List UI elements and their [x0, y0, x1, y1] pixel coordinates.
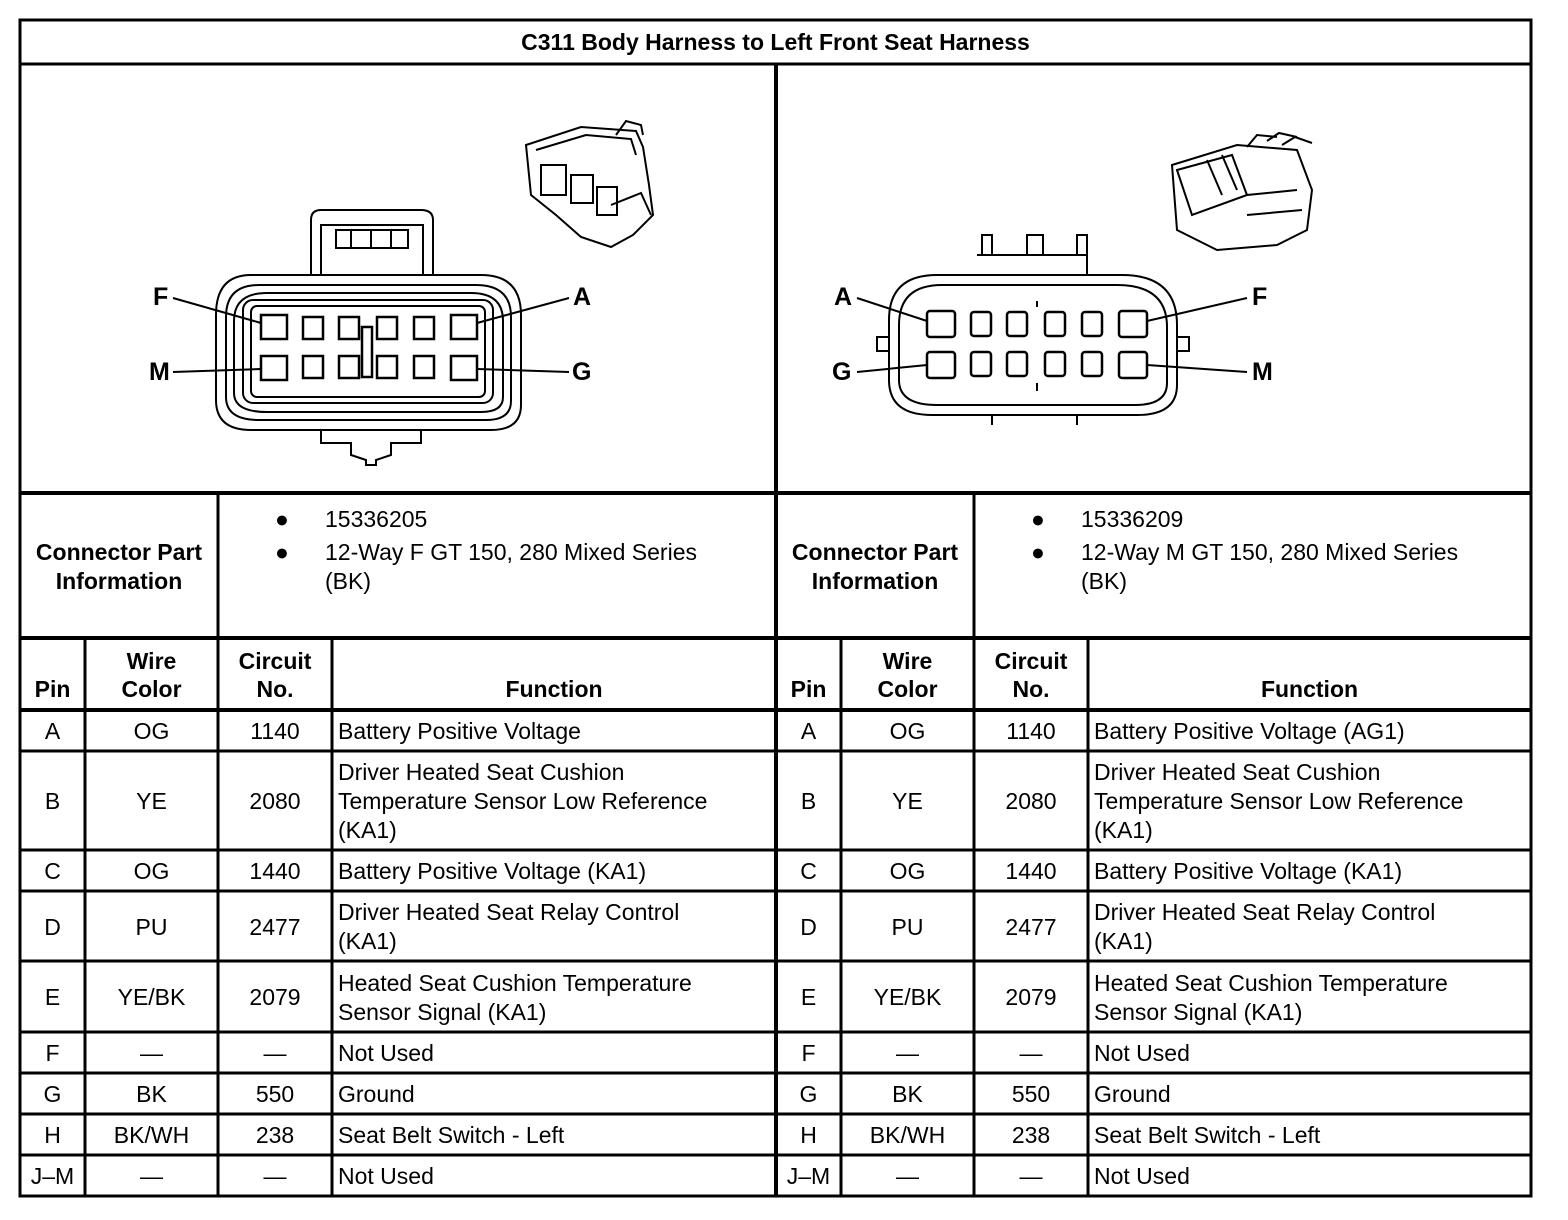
- wire-color-cell: BK/WH: [113, 1122, 190, 1148]
- wire-color-cell: —: [140, 1163, 163, 1189]
- function-cell-line: Heated Seat Cushion Temperature: [1094, 970, 1448, 996]
- pin-cell: D: [800, 914, 817, 940]
- pin-cell: B: [44, 788, 61, 814]
- connector-info-label-line2: Information: [55, 568, 183, 594]
- pin-cell: F: [801, 1040, 816, 1066]
- part-number: 15336209: [1081, 506, 1184, 532]
- wire-color-cell: OG: [889, 858, 926, 884]
- circuit-number-cell: 550: [255, 1081, 295, 1107]
- connector-description-line1: 12-Way M GT 150, 280 Mixed Series: [1081, 539, 1459, 565]
- wire-color-cell: YE: [892, 788, 923, 814]
- pin-label-g-right: G: [832, 358, 852, 386]
- pin-cell: J–M: [786, 1163, 831, 1189]
- pin-cell: C: [800, 858, 817, 884]
- circuit-number-cell: 2477: [249, 914, 301, 940]
- column-header-wire-line1: Wire: [126, 648, 177, 674]
- circuit-number-cell: 2080: [1005, 788, 1057, 814]
- function-cell-line: Not Used: [338, 1163, 434, 1189]
- wire-color-cell: —: [140, 1040, 163, 1066]
- circuit-number-cell: 2477: [1005, 914, 1057, 940]
- pin-label-a-right: A: [834, 283, 853, 311]
- function-cell-line: Not Used: [1094, 1040, 1190, 1066]
- pin-label-m-right: M: [1252, 358, 1273, 386]
- function-cell-line: Driver Heated Seat Cushion: [338, 759, 625, 785]
- connector-info-label-line2: Information: [811, 568, 939, 594]
- wire-color-cell: YE/BK: [117, 984, 186, 1010]
- connector-description-line2: (BK): [1081, 568, 1127, 594]
- column-header-circuit-line2: No.: [1012, 676, 1050, 702]
- pin-cell: G: [799, 1081, 818, 1107]
- function-cell-line: Not Used: [338, 1040, 434, 1066]
- wire-color-cell: OG: [889, 718, 926, 744]
- function-cell-line: Seat Belt Switch - Left: [338, 1122, 565, 1148]
- function-cell-line: Temperature Sensor Low Reference: [338, 788, 708, 814]
- bullet-icon: ●: [275, 506, 289, 532]
- function-cell-line: Driver Heated Seat Relay Control: [338, 899, 680, 925]
- bullet-icon: ●: [1031, 539, 1045, 565]
- function-cell-line: Ground: [1094, 1081, 1171, 1107]
- female-connector-iso-icon: [526, 121, 653, 247]
- function-cell-line: (KA1): [338, 928, 397, 954]
- column-header-circuit-line1: Circuit: [994, 648, 1068, 674]
- pin-label-f-left: F: [153, 283, 169, 311]
- connector-info-label-line1: Connector Part: [35, 539, 203, 565]
- column-header-wire-line2: Color: [877, 676, 938, 702]
- column-header-pin: Pin: [34, 676, 71, 702]
- column-header-circuit-line2: No.: [256, 676, 294, 702]
- female-cavity-grid: [261, 315, 477, 380]
- column-header-wire-line1: Wire: [882, 648, 933, 674]
- pin-cell: A: [44, 718, 61, 744]
- function-cell-line: Driver Heated Seat Relay Control: [1094, 899, 1436, 925]
- column-header-circuit-line1: Circuit: [238, 648, 312, 674]
- pin-label-a-left: A: [573, 283, 592, 311]
- wire-color-cell: —: [896, 1040, 919, 1066]
- wire-color-cell: BK/WH: [869, 1122, 946, 1148]
- page-title: C311 Body Harness to Left Front Seat Harness: [521, 29, 1030, 55]
- function-cell-line: Sensor Signal (KA1): [338, 999, 547, 1025]
- function-cell-line: (KA1): [1094, 928, 1153, 954]
- function-cell-line: Battery Positive Voltage (KA1): [338, 858, 647, 884]
- column-header-function: Function: [1260, 676, 1359, 702]
- column-header-function: Function: [505, 676, 603, 702]
- pin-cell: A: [800, 718, 817, 744]
- circuit-number-cell: 238: [1011, 1122, 1051, 1148]
- function-cell-line: Temperature Sensor Low Reference: [1094, 788, 1464, 814]
- circuit-number-cell: —: [1019, 1040, 1043, 1066]
- wire-color-cell: YE/BK: [873, 984, 942, 1010]
- function-cell-line: Not Used: [1094, 1163, 1190, 1189]
- pin-cell: D: [44, 914, 61, 940]
- function-cell-line: Driver Heated Seat Cushion: [1094, 759, 1381, 785]
- male-cavity-grid: [927, 311, 1147, 378]
- wire-color-cell: BK: [892, 1081, 923, 1107]
- circuit-number-cell: 1440: [249, 858, 301, 884]
- function-cell-line: Battery Positive Voltage (KA1): [1094, 858, 1403, 884]
- function-cell-line: Ground: [338, 1081, 415, 1107]
- function-cell-line: (KA1): [338, 817, 397, 843]
- pin-label-g-left: G: [572, 358, 592, 386]
- pin-cell: F: [45, 1040, 60, 1066]
- function-cell-line: Sensor Signal (KA1): [1094, 999, 1303, 1025]
- connector-description-line1: 12-Way F GT 150, 280 Mixed Series: [325, 539, 697, 565]
- pin-cell: H: [44, 1122, 61, 1148]
- pin-cell: B: [800, 788, 817, 814]
- circuit-number-cell: 238: [255, 1122, 295, 1148]
- column-header-pin: Pin: [790, 676, 827, 702]
- wire-color-cell: OG: [133, 858, 170, 884]
- pin-cell: C: [44, 858, 61, 884]
- function-cell-line: Heated Seat Cushion Temperature: [338, 970, 692, 996]
- wire-color-cell: YE: [136, 788, 167, 814]
- connector-description-line2: (BK): [325, 568, 371, 594]
- pin-cell: E: [800, 984, 817, 1010]
- circuit-number-cell: 1440: [1005, 858, 1057, 884]
- pin-label-f-right: F: [1252, 283, 1268, 311]
- function-cell-line: Battery Positive Voltage: [338, 718, 581, 744]
- wire-color-cell: PU: [891, 914, 924, 940]
- circuit-number-cell: 1140: [250, 718, 300, 744]
- circuit-number-cell: 2080: [249, 788, 301, 814]
- wire-color-cell: —: [896, 1163, 919, 1189]
- circuit-number-cell: 2079: [1005, 984, 1057, 1010]
- connector-info-label-line1: Connector Part: [791, 539, 959, 565]
- circuit-number-cell: —: [263, 1040, 287, 1066]
- circuit-number-cell: 550: [1011, 1081, 1051, 1107]
- circuit-number-cell: —: [1019, 1163, 1043, 1189]
- circuit-number-cell: —: [263, 1163, 287, 1189]
- pin-cell: E: [44, 984, 61, 1010]
- wire-color-cell: BK: [136, 1081, 167, 1107]
- wire-color-cell: OG: [133, 718, 170, 744]
- part-number: 15336205: [325, 506, 428, 532]
- function-cell-line: Seat Belt Switch - Left: [1094, 1122, 1321, 1148]
- function-cell-line: (KA1): [1094, 817, 1153, 843]
- pin-cell: G: [43, 1081, 62, 1107]
- male-connector-drawing: [777, 65, 1531, 493]
- pin-cell: H: [800, 1122, 817, 1148]
- pin-cell: J–M: [30, 1163, 75, 1189]
- wire-color-cell: PU: [135, 914, 168, 940]
- bullet-icon: ●: [275, 539, 289, 565]
- male-connector-iso-icon: [1172, 133, 1312, 250]
- circuit-number-cell: 2079: [249, 984, 301, 1010]
- function-cell-line: Battery Positive Voltage (AG1): [1094, 718, 1405, 744]
- column-header-wire-line2: Color: [121, 676, 182, 702]
- pin-label-m-left: M: [149, 358, 170, 386]
- female-connector-drawing: [21, 65, 776, 493]
- circuit-number-cell: 1140: [1006, 718, 1056, 744]
- bullet-icon: ●: [1031, 506, 1045, 532]
